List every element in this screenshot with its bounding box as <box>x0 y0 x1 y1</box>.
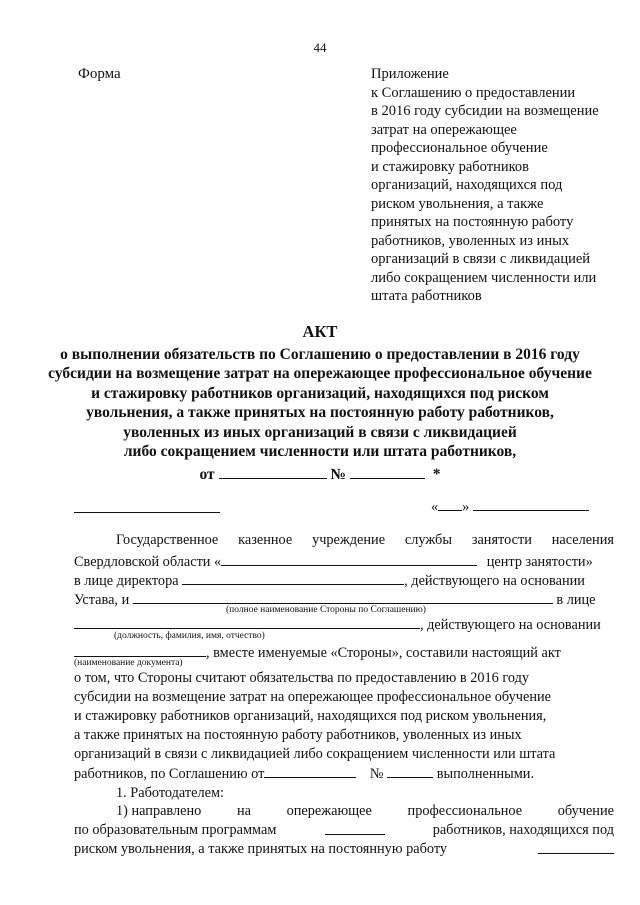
director-field[interactable] <box>182 572 404 585</box>
document-title <box>0 322 640 484</box>
appendix-line: организаций, находящихся под <box>371 177 563 193</box>
body-line: , вместе именуемые «Стороны», составили настоящий акт <box>74 644 614 662</box>
appendix-line: организаций в связи с ликвидацией <box>371 251 591 267</box>
title-line: субсидии на возмещение затрат на опережающее профессиональное обучение <box>48 365 592 382</box>
appendix-line: штата работников <box>371 288 482 304</box>
document-name-field[interactable] <box>74 644 206 657</box>
appendix-line: работников, уволенных из иных <box>371 232 570 249</box>
appendix-block <box>371 65 599 306</box>
title-date-line <box>0 465 640 485</box>
title-line: либо сокращением численности или штата работников, <box>123 443 517 460</box>
date-prefix: от <box>199 465 215 483</box>
appendix-line: либо сокращением численности или <box>371 269 597 286</box>
body-line: 1) направлено на опережающее профессиональное обучение <box>116 803 614 819</box>
title-line: о выполнении обязательств по Соглашению о предоставлении в 2016 году <box>60 345 580 363</box>
party-name-field[interactable] <box>133 591 553 604</box>
body-line: Свердловской области « центр занятости» <box>74 554 593 570</box>
body-line: а также принятых на постоянную работу работников, уволенных из иных <box>74 727 522 743</box>
program-count-field[interactable] <box>325 822 385 835</box>
body-line: организаций в связи с ликвидацией либо сокращением численности или штата <box>74 746 556 762</box>
appendix-line: Приложение <box>371 66 449 82</box>
agreement-date-field[interactable] <box>264 765 356 778</box>
day-field[interactable] <box>438 498 462 511</box>
number-field[interactable] <box>350 466 425 479</box>
caption-document: (наименование документа) <box>74 658 183 668</box>
center-name-field[interactable] <box>221 553 477 566</box>
date-line <box>431 498 589 516</box>
appendix-line: профессиональное обучение <box>371 140 548 156</box>
title-line: увольнения, а также принятых на постоянную работу работников, <box>86 404 554 421</box>
date-field[interactable] <box>219 466 327 479</box>
appendix-line: и стажировку работников <box>371 158 529 175</box>
hired-count-field[interactable] <box>538 841 614 854</box>
appendix-line: в 2016 году субсидии на возмещение <box>371 103 599 119</box>
page-number: 44 <box>313 40 327 55</box>
caption-position: (должность, фамилия, имя, отчество) <box>114 631 265 641</box>
position-name-field[interactable] <box>74 616 420 629</box>
agreement-number-field[interactable] <box>387 765 433 778</box>
month-year-field[interactable] <box>473 498 589 511</box>
item-heading: 1. Работодателем: <box>116 785 224 801</box>
appendix-line: к Соглашению о предоставлении <box>371 84 576 101</box>
title-line: и стажировку работников организаций, находящихся под риском <box>91 384 549 402</box>
body-line: по образовательным программам работников, находящихся под <box>74 822 614 838</box>
place-field[interactable] <box>74 512 220 513</box>
close-quote: » <box>462 499 470 515</box>
appendix-line: риском увольнения, а также <box>371 195 544 212</box>
body-line: Государственное казенное учреждение службы занятости населения <box>116 532 614 548</box>
title-line: уволенных из иных организаций в связи с ликвидацией <box>123 423 517 441</box>
body-line: работников, по Соглашению от № выполненными. <box>74 766 535 782</box>
asterisk: * <box>432 465 441 483</box>
body-line: риском увольнения, а также принятых на постоянную работу <box>74 841 614 858</box>
appendix-line: затрат на опережающее <box>371 121 517 138</box>
body-line: , действующего на основании <box>74 616 614 634</box>
open-quote: « <box>431 499 439 515</box>
body-line: Устава, и в лице <box>74 592 596 608</box>
caption-party: (полное наименование Стороны по Соглашению) <box>226 605 426 615</box>
title-heading: АКТ <box>302 322 338 341</box>
body-line: субсидии на возмещение затрат на опережающее профессиональное обучение <box>74 689 551 705</box>
form-label: Форма <box>78 66 121 82</box>
body-line: и стажировку работников организаций, находящихся под риском увольнения, <box>74 708 547 724</box>
body-line: о том, что Стороны считают обязательства по предоставлению в 2016 году <box>74 670 530 686</box>
number-sign: № <box>330 465 346 483</box>
body-line: в лице директора , действующего на основании <box>74 573 585 589</box>
appendix-line: принятых на постоянную работу <box>371 214 574 230</box>
